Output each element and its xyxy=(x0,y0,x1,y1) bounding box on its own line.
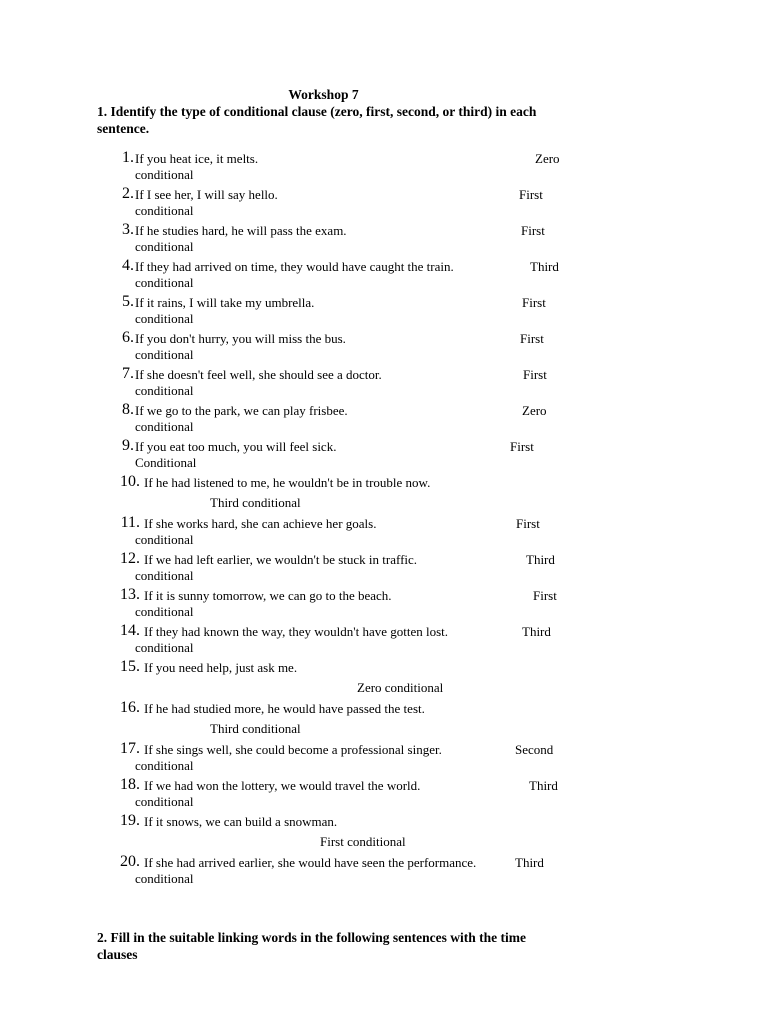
item-answer: First xyxy=(520,331,544,346)
item-answer: Zero xyxy=(522,403,547,418)
item-sentence: If it is sunny tomorrow, we can go to the beach. xyxy=(144,588,392,603)
item-answer: First xyxy=(510,439,534,454)
item-sentence: If you eat too much, you will feel sick. xyxy=(135,439,337,454)
item-sentence: If you heat ice, it melts. xyxy=(135,151,259,166)
item-answer-continued: conditional xyxy=(135,383,194,398)
item-number: 13. xyxy=(120,586,140,603)
item-sentence: If they had known the way, they wouldn't have gotten lost. xyxy=(144,624,449,639)
item-answer: Third xyxy=(522,624,551,639)
item-answer: Second xyxy=(515,742,554,757)
item-number: 3. xyxy=(122,221,134,238)
item-answer: Third xyxy=(515,855,544,870)
item-answer-continued: conditional xyxy=(135,239,194,254)
item-answer-continued: conditional xyxy=(135,311,194,326)
item-answer: First xyxy=(523,367,547,382)
item-sentence: If he had studied more, he would have passed the test. xyxy=(144,701,425,716)
item-number: 11. xyxy=(120,514,140,531)
item-answer: First xyxy=(521,223,545,238)
item-answer-continued: Third conditional xyxy=(210,495,301,510)
item-answer-continued: Conditional xyxy=(135,455,197,470)
item-number: 14. xyxy=(120,622,140,639)
item-answer: First xyxy=(519,187,543,202)
item-answer: Third xyxy=(529,778,558,793)
item-answer-continued: conditional xyxy=(135,203,194,218)
item-answer-continued: conditional xyxy=(135,794,194,809)
item-answer: First xyxy=(522,295,546,310)
item-answer: Zero xyxy=(535,151,560,166)
item-number: 1. xyxy=(122,149,134,166)
item-sentence: If you need help, just ask me. xyxy=(144,660,298,675)
item-sentence: If she works hard, she can achieve her goals. xyxy=(144,516,377,531)
section-1-heading: 1. Identify the type of conditional clause (zero, first, second, or third) in each sentence. xyxy=(97,104,537,136)
item-answer-continued: Zero conditional xyxy=(357,680,444,695)
item-number: 16. xyxy=(120,699,140,716)
item-answer-continued: conditional xyxy=(135,532,194,547)
item-number: 8. xyxy=(122,401,134,418)
item-sentence: If we go to the park, we can play frisbee. xyxy=(135,403,348,418)
item-answer: Third xyxy=(530,259,559,274)
page-title: Workshop 7 xyxy=(288,87,359,102)
item-sentence: If you don't hurry, you will miss the bus. xyxy=(135,331,346,346)
item-number: 17. xyxy=(120,740,140,757)
item-sentence: If they had arrived on time, they would have caught the train. xyxy=(135,259,454,274)
item-sentence: If she doesn't feel well, she should see a doctor. xyxy=(135,367,382,382)
section-2-heading: 2. Fill in the suitable linking words in the following sentences with the time clauses xyxy=(97,930,527,962)
item-number: 20. xyxy=(120,853,140,870)
item-number: 10. xyxy=(120,473,140,490)
item-answer-continued: conditional xyxy=(135,347,194,362)
item-sentence: If he had listened to me, he wouldn't be in trouble now. xyxy=(144,475,431,490)
item-number: 2. xyxy=(122,185,134,202)
item-answer-continued: conditional xyxy=(135,604,194,619)
item-answer-continued: conditional xyxy=(135,275,194,290)
item-sentence: If I see her, I will say hello. xyxy=(135,187,278,202)
item-answer: First xyxy=(533,588,557,603)
item-number: 4. xyxy=(122,257,134,274)
item-number: 5. xyxy=(122,293,134,310)
item-number: 19. xyxy=(120,812,140,829)
item-number: 7. xyxy=(122,365,134,382)
item-sentence: If she had arrived earlier, she would have seen the performance. xyxy=(144,855,477,870)
item-sentence: If she sings well, she could become a professional singer. xyxy=(144,742,442,757)
item-answer-continued: conditional xyxy=(135,568,194,583)
item-answer: First xyxy=(516,516,540,531)
item-sentence: If we had left earlier, we wouldn't be stuck in traffic. xyxy=(144,552,418,567)
item-answer-continued: First conditional xyxy=(320,834,406,849)
item-answer-continued: conditional xyxy=(135,758,194,773)
item-number: 12. xyxy=(120,550,140,567)
item-number: 9. xyxy=(122,437,134,454)
item-answer-continued: conditional xyxy=(135,871,194,886)
item-number: 6. xyxy=(122,329,134,346)
item-sentence: If it rains, I will take my umbrella. xyxy=(135,295,315,310)
item-answer-continued: conditional xyxy=(135,167,194,182)
item-sentence: If we had won the lottery, we would travel the world. xyxy=(144,778,421,793)
item-number: 18. xyxy=(120,776,140,793)
item-number: 15. xyxy=(120,658,140,675)
item-answer-continued: conditional xyxy=(135,419,194,434)
item-sentence: If it snows, we can build a snowman. xyxy=(144,814,338,829)
item-answer-continued: conditional xyxy=(135,640,194,655)
item-answer: Third xyxy=(526,552,555,567)
item-answer-continued: Third conditional xyxy=(210,721,301,736)
item-sentence: If he studies hard, he will pass the exam. xyxy=(135,223,347,238)
